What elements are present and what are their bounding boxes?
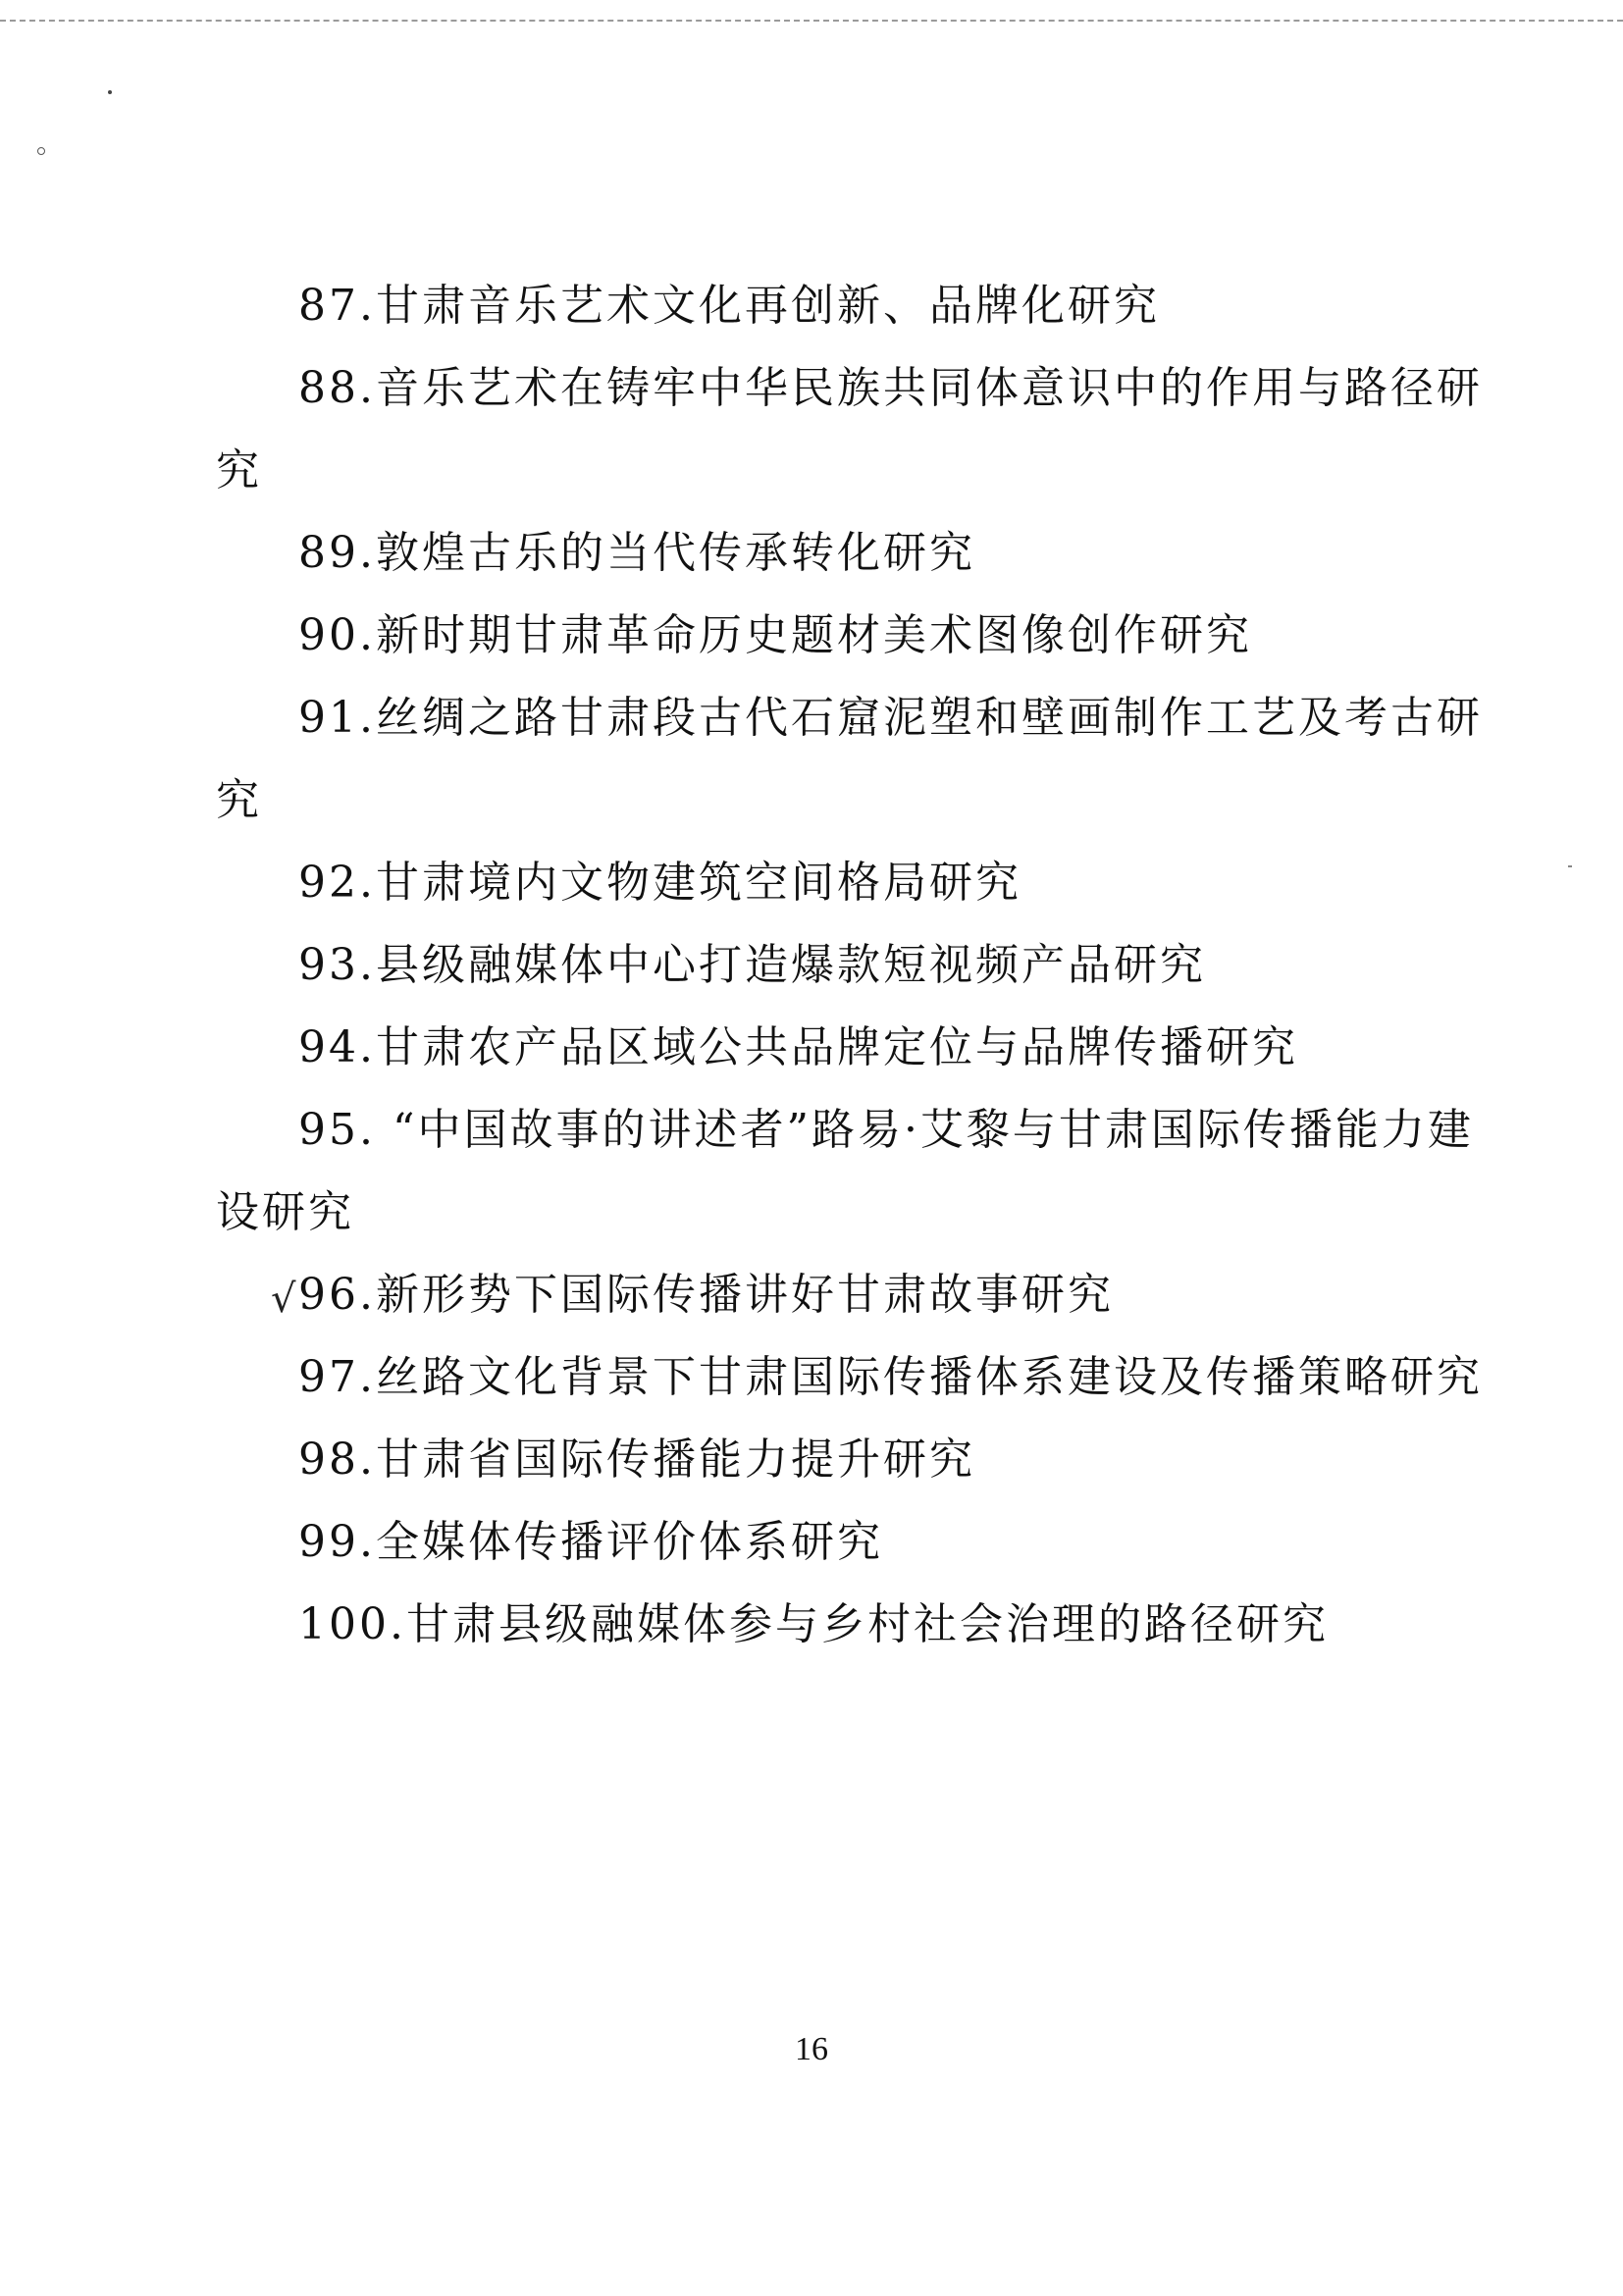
scan-top-rule (0, 20, 1623, 22)
item-text: 90.新时期甘肃革命历史题材美术图像创作研究 (298, 610, 1252, 660)
item-text: 96.新形势下国际传播讲好甘肃故事研究 (298, 1270, 1114, 1320)
list-item (216, 1336, 1483, 1419)
list-item (216, 1089, 1474, 1254)
list-item (216, 1254, 1452, 1336)
item-text: 95. “中国故事的讲述者”路易·艾黎与甘肃国际传播能力建 (298, 1105, 1474, 1155)
item-text: 99.全媒体传播评价体系研究 (298, 1517, 883, 1567)
item-text: 89.敦煌古乐的当代传承转化研究 (298, 528, 975, 578)
item-text: 98.甘肃省国际传播能力提升研究 (298, 1435, 975, 1485)
page-number: 16 (795, 2031, 828, 2067)
list-item (216, 677, 1483, 842)
handwritten-checkmark-icon: √ (271, 1277, 299, 1322)
item-text: 100.甘肃县级融媒体参与乡村社会治理的路径研究 (298, 1599, 1329, 1649)
scan-speck (1568, 865, 1572, 867)
list-item (216, 924, 1452, 1007)
item-text-continued: 究 (216, 445, 262, 496)
list-item (216, 1419, 1452, 1501)
item-text: 93.县级融媒体中心打造爆款短视频产品研究 (298, 940, 1206, 990)
list-item (216, 595, 1452, 677)
item-text-continued: 设研究 (216, 1187, 354, 1237)
item-text: 94.甘肃农产品区域公共品牌定位与品牌传播研究 (298, 1022, 1298, 1072)
list-item (216, 265, 1452, 347)
list-item (216, 512, 1452, 595)
item-text: 88.音乐艺术在铸牢中华民族共同体意识中的作用与路径研 (298, 363, 1483, 413)
item-text: 97.丝路文化背景下甘肃国际传播体系建设及传播策略研究 (298, 1352, 1483, 1402)
list-item (216, 842, 1452, 924)
item-text: 87.甘肃音乐艺术文化再创新、品牌化研究 (298, 281, 1160, 331)
scan-speck (108, 90, 112, 94)
list-item (216, 347, 1483, 512)
item-text-continued: 究 (216, 775, 262, 825)
list-item (216, 1584, 1452, 1666)
list-item (216, 1501, 1452, 1584)
item-text: 92.甘肃境内文物建筑空间格局研究 (298, 858, 1021, 908)
scan-speck (37, 147, 45, 155)
list-item (216, 1007, 1452, 1089)
item-text: 91.丝绸之路甘肃段古代石窟泥塑和壁画制作工艺及考古研 (298, 693, 1483, 743)
topic-list (216, 265, 1483, 1666)
